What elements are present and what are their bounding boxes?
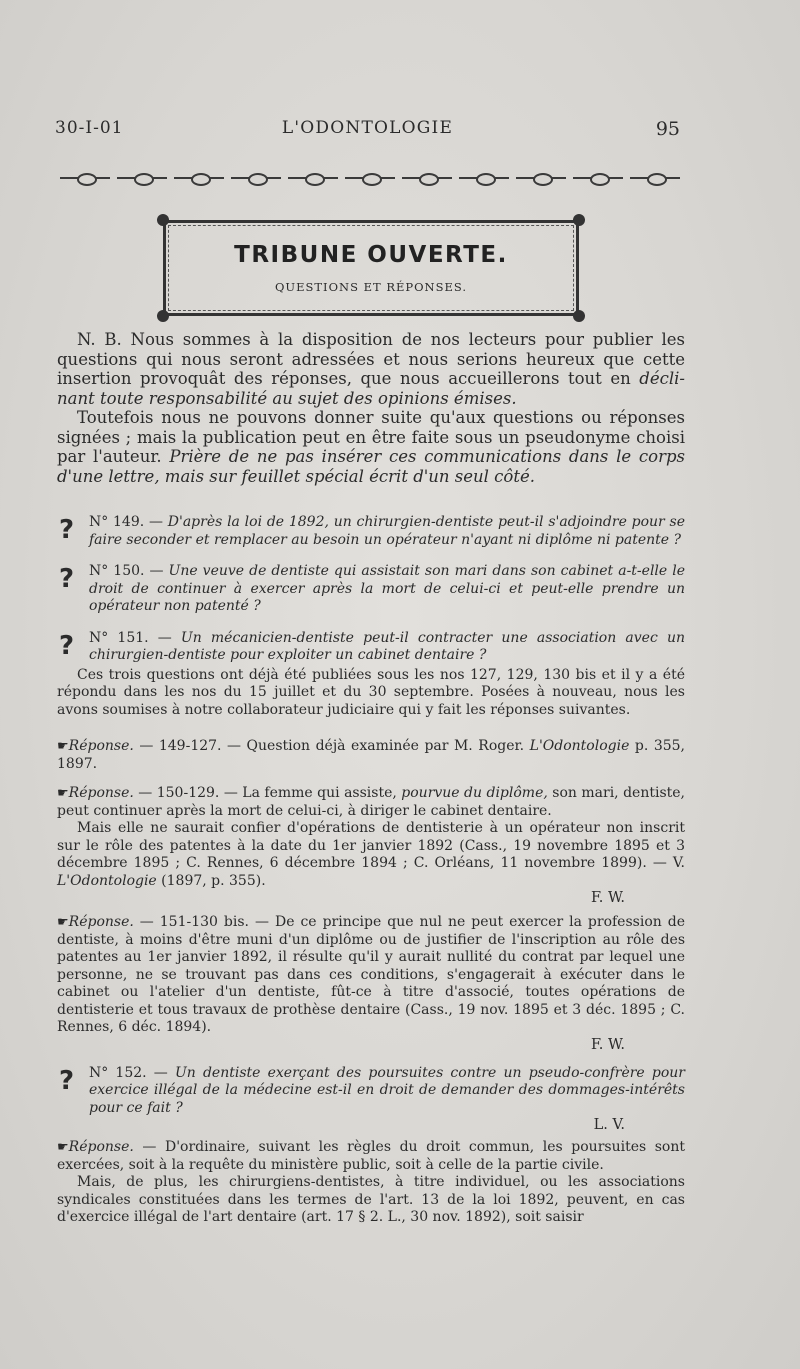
ornament-icon — [516, 172, 566, 184]
response-151: ☛Réponse. — 151-130 bis. — De ce principe que nul ne peut exercer la profession de dentiste, à moins d'être muni d'un diplôme ou de justifier de l'inscription au rôle des patentes au 1er janvier 1892, il résulte qu'il y aurait nullité du contrat par lequel une personne, ne se trouvant pas dans ces conditions, s'engagerait à exécuter dans le cabinet ou l'atelier d'un dentiste, fût-ce à titre d'associé, toutes opérations de dentisterie et tous travaux de prothèse dentaire (Cass., 19 nov. 1895 et 3 déc. 1895 ; C. Rennes, 6 déc. 1894). — [57, 914, 685, 1035]
ornament-icon — [573, 172, 623, 184]
decorative-frame — [163, 220, 579, 316]
pointing-hand-icon: ☛ — [57, 915, 69, 930]
ornament-icon — [117, 172, 167, 184]
signature-fw: F. W. — [591, 890, 625, 906]
questions-block — [57, 514, 685, 719]
corner-dot-icon — [573, 214, 585, 226]
ornament-icon — [345, 172, 395, 184]
corner-dot-icon — [157, 310, 169, 322]
pointing-hand-icon: ☛ — [57, 739, 69, 754]
responses-block — [57, 738, 685, 1227]
question-mark-icon: ? — [59, 564, 75, 594]
header-journal-title: L'ODONTOLOGIE — [281, 118, 454, 138]
header-page-number: 95 — [655, 118, 680, 140]
header-date: 30-I-01 — [55, 118, 124, 138]
pointing-hand-icon: ☛ — [57, 1140, 69, 1155]
question-mark-icon: ? — [59, 1065, 75, 1096]
section-title-box — [155, 212, 587, 324]
signature-fw: F. W. — [591, 1036, 625, 1053]
pointing-hand-icon: ☛ — [57, 786, 69, 801]
response-152: ☛Réponse. — D'ordinaire, suivant les règles du droit commun, les poursuites sont exercées, soit à la requête du ministère public, soit à celle de la partie civile. — [57, 1139, 685, 1173]
ornament-icon — [60, 172, 110, 184]
response-150-continued: Mais elle ne saurait confier d'opérations de dentisterie à un opérateur non inscrit sur le rôle des patentes à la date du 1er janvier 1892 (Cass., 19 novembre 1895 et 3 décembre 1895 ; C. Rennes, 6 décembre 1894 ; C. Orléans, 11 novembre 1899). — V. L'Odontologie (1897, p. 355). — [57, 820, 685, 889]
intro-to-responses: Ces trois questions ont déjà été publiées sous les nos 127, 129, 130 bis et il y a été répondu dans les nos du 15 juillet et du 30 septembre. Posées à nouveau, nous les avons soumises à notre collaborateur judiciaire qui y fait les réponses suivantes. — [57, 666, 685, 718]
ornament-icon — [402, 172, 452, 184]
ornament-icon — [174, 172, 224, 184]
intro-paragraph-2: Toutefois nous ne pouvons donner suite qu'aux questions ou réponses signées ; mais la publication peut en être faite sous un pseudonyme choisi par l'auteur. Prière de ne pas insérer ces communications dans le corps d'une lettre, mais sur feuillet spécial écrit d'un seul côté. — [57, 408, 685, 486]
question-mark-icon: ? — [59, 515, 75, 545]
ornament-icon — [231, 172, 281, 184]
intro-paragraph-1: N. B. Nous sommes à la disposition de nos lecteurs pour publier les questions qui nous seront adressées et nous serions heureux que cette insertion provoquât des réponses, que nous accueillerons tout en déclinant toute responsabilité au sujet des opinions émises. — [57, 330, 685, 408]
question-mark-icon: ? — [59, 630, 75, 661]
question-item: ? N° 151. — Un mécanicien-dentiste peut-il contracter une association avec un chirurgien-dentiste pour exploiter un cabinet dentaire ? — [59, 629, 685, 663]
section-title: TRIBUNE OUVERTE. — [234, 242, 508, 268]
running-header — [55, 118, 680, 148]
response-150: ☛Réponse. — 150-129. — La femme qui assiste, pourvue du diplôme, son mari, dentiste, peut continuer après la mort de celui-ci, à diriger le cabinet dentaire. — [57, 785, 686, 819]
final-paragraph: Mais, de plus, les chirurgiens-dentistes, à titre individuel, ou les associations syndicales constituées dans les termes de l'art. 13 de la loi 1892, peuvent, en cas d'exercice illégal de l'art dentaire (art. 17 § 2. L., 30 nov. 1892), soit saisir — [57, 1174, 685, 1225]
ornament-icon — [459, 172, 509, 184]
ornament-rule — [60, 172, 680, 190]
response-149: ☛Réponse. — 149-127. — Question déjà examinée par M. Roger. L'Odontologie p. 355, 1897. — [57, 738, 685, 772]
question-item: ? N° 149. — D'après la loi de 1892, un chirurgien-dentiste peut-il s'adjoindre pour se faire seconder et remplacer au besoin un opérateur n'ayant ni diplôme ni patente ? — [59, 514, 685, 548]
section-subtitle: QUESTIONS ET RÉPONSES. — [274, 280, 468, 294]
corner-dot-icon — [573, 310, 585, 322]
signature-lv: L. V. — [593, 1117, 625, 1133]
corner-dot-icon — [157, 214, 169, 226]
question-item: ? N° 150. — Une veuve de dentiste qui assistait son mari dans son cabinet a-t-elle le droit de continuer à exercer après la mort de celui-ci et peut-elle prendre un opérateur non patenté ? — [59, 563, 685, 614]
ornament-icon — [630, 172, 680, 184]
ornament-icon — [288, 172, 338, 184]
intro-block — [57, 330, 685, 486]
question-item: ? N° 152. — Un dentiste exerçant des poursuites contre un pseudo-confrère pour exercice illégal de la médecine est-il en droit de demander des dommages-intérêts pour ce fait ? — [59, 1064, 685, 1116]
